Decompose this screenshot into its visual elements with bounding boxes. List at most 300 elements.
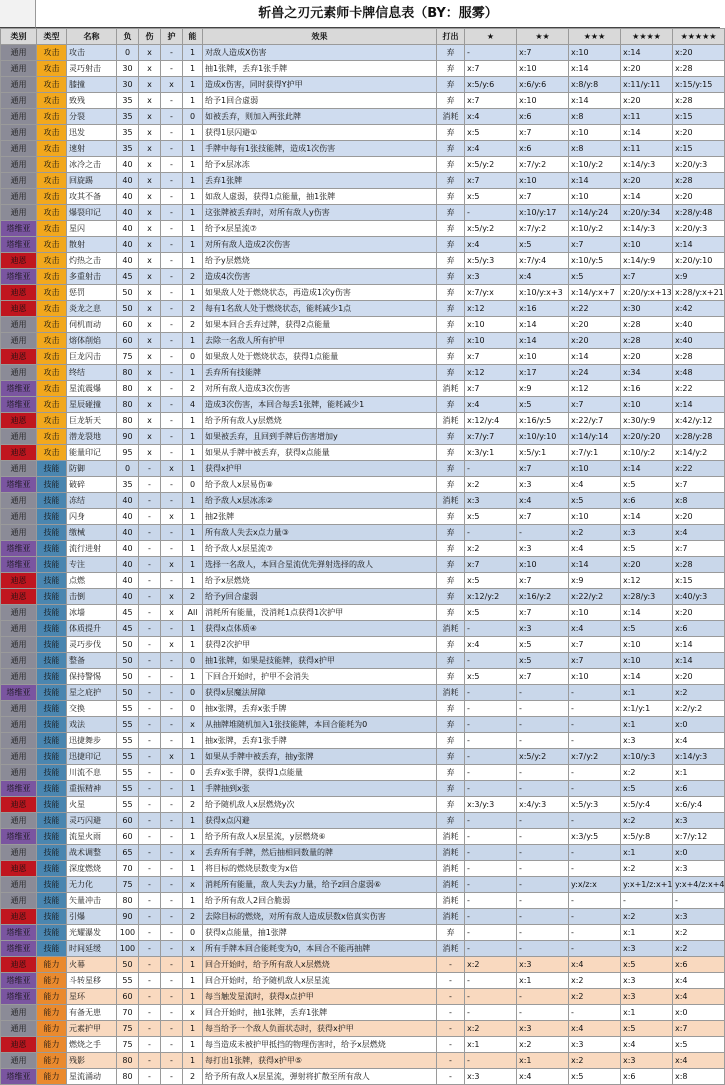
cell-effect: 对所有敌人造成3次伤害 xyxy=(203,381,437,397)
cell-effect: 给予y层燃烧 xyxy=(203,253,437,269)
table-row[interactable] xyxy=(1,1069,725,1085)
cell-energy: 2 xyxy=(183,797,203,813)
cell-armor: - xyxy=(161,925,183,941)
cell-cost: 90 xyxy=(117,909,139,925)
table-row[interactable] xyxy=(1,413,725,429)
table-row[interactable] xyxy=(1,893,725,909)
cell-damage: x xyxy=(139,429,161,445)
table-row[interactable] xyxy=(1,93,725,109)
table-row[interactable] xyxy=(1,509,725,525)
table-row[interactable] xyxy=(1,877,725,893)
table-row[interactable] xyxy=(1,1053,725,1069)
cell-star1: - xyxy=(465,621,517,637)
cell-star5: x:40/y:3 xyxy=(673,589,725,605)
cell-star2: x:7/y:4 xyxy=(517,253,569,269)
cell-type: 能力 xyxy=(37,1021,67,1037)
cell-type: 技能 xyxy=(37,797,67,813)
cell-name: 灵巧步伐 xyxy=(67,637,117,653)
table-row[interactable] xyxy=(1,141,725,157)
cell-damage: x xyxy=(139,221,161,237)
cell-star5: x:42 xyxy=(673,301,725,317)
cell-star5: x:28 xyxy=(673,349,725,365)
cell-play: 弃 xyxy=(437,429,465,445)
cell-armor: - xyxy=(161,349,183,365)
table-row[interactable] xyxy=(1,477,725,493)
cell-name: 有备无患 xyxy=(67,1005,117,1021)
cell-type: 攻击 xyxy=(37,125,67,141)
cell-class: 塔维亚 xyxy=(1,397,37,413)
table-row[interactable] xyxy=(1,909,725,925)
cell-name: 保持警惕 xyxy=(67,669,117,685)
cell-star2: x:10/y:x+3 xyxy=(517,285,569,301)
cell-armor: - xyxy=(161,1021,183,1037)
cell-star4: x:5 xyxy=(621,957,673,973)
table-row[interactable] xyxy=(1,429,725,445)
cell-type: 技能 xyxy=(37,685,67,701)
cell-energy: 0 xyxy=(183,349,203,365)
cell-play: 弃 xyxy=(437,189,465,205)
cell-armor: - xyxy=(161,621,183,637)
cell-play: 弃 xyxy=(437,285,465,301)
cell-damage: - xyxy=(139,733,161,749)
header-type[interactable]: 类型 xyxy=(37,29,67,45)
cell-star2: x:14 xyxy=(517,317,569,333)
cell-star3: x:4 xyxy=(569,477,621,493)
cell-star2: x:5 xyxy=(517,653,569,669)
table-row[interactable] xyxy=(1,733,725,749)
cell-class: 塔维亚 xyxy=(1,541,37,557)
cell-energy: 1 xyxy=(183,333,203,349)
cell-star4: x:16 xyxy=(621,381,673,397)
cell-star3: x:14/y:14 xyxy=(569,429,621,445)
cell-play: 弃 xyxy=(437,509,465,525)
table-row[interactable] xyxy=(1,349,725,365)
sheet-corner xyxy=(0,0,36,28)
cell-name: 灵巧闪避 xyxy=(67,813,117,829)
cell-star2: x:7 xyxy=(517,125,569,141)
table-row[interactable] xyxy=(1,221,725,237)
cell-damage: x xyxy=(139,349,161,365)
cell-cost: 70 xyxy=(117,861,139,877)
cell-star5: x:6 xyxy=(673,621,725,637)
cell-armor: - xyxy=(161,525,183,541)
cell-cost: 40 xyxy=(117,157,139,173)
cell-star5: x:3 xyxy=(673,813,725,829)
table-row[interactable] xyxy=(1,749,725,765)
cell-cost: 40 xyxy=(117,509,139,525)
header-star1[interactable]: ★ xyxy=(465,29,517,45)
table-row[interactable] xyxy=(1,925,725,941)
cell-star1: - xyxy=(465,861,517,877)
cell-armor: - xyxy=(161,429,183,445)
cell-cost: 60 xyxy=(117,813,139,829)
cell-energy: 1 xyxy=(183,1037,203,1053)
cell-energy: 2 xyxy=(183,317,203,333)
table-row[interactable] xyxy=(1,957,725,973)
cell-name: 光耀瀑发 xyxy=(67,925,117,941)
table-row[interactable] xyxy=(1,765,725,781)
table-row[interactable] xyxy=(1,701,725,717)
cell-star3: y:x/z:x xyxy=(569,877,621,893)
cell-star2: x:5 xyxy=(517,637,569,653)
cell-name: 攻击 xyxy=(67,45,117,61)
cell-class: 迪恩 xyxy=(1,797,37,813)
table-row[interactable] xyxy=(1,605,725,621)
cell-effect: 如被丢弃，则加入两张此牌 xyxy=(203,109,437,125)
cell-star4: x:3 xyxy=(621,973,673,989)
header-cost[interactable]: 负 xyxy=(117,29,139,45)
table-row[interactable] xyxy=(1,381,725,397)
cell-class: 通用 xyxy=(1,141,37,157)
table-row[interactable] xyxy=(1,573,725,589)
table-row[interactable] xyxy=(1,205,725,221)
cell-star1: x:12 xyxy=(465,301,517,317)
cell-star4: x:20/y:x+13 xyxy=(621,285,673,301)
cell-cost: 55 xyxy=(117,797,139,813)
cell-armor: - xyxy=(161,301,183,317)
cell-star4: x:20 xyxy=(621,349,673,365)
cell-name: 整备 xyxy=(67,653,117,669)
cell-type: 技能 xyxy=(37,941,67,957)
cell-star1: - xyxy=(465,461,517,477)
table-row[interactable] xyxy=(1,637,725,653)
cell-class: 塔维亚 xyxy=(1,685,37,701)
cell-star4: - xyxy=(621,893,673,909)
header-star5[interactable]: ★★★★★ xyxy=(673,29,725,45)
cell-name: 无力化 xyxy=(67,877,117,893)
cell-type: 技能 xyxy=(37,621,67,637)
cell-name: 星辰碰撞 xyxy=(67,397,117,413)
table-row[interactable] xyxy=(1,77,725,93)
cell-class: 塔维亚 xyxy=(1,925,37,941)
cell-effect: 获得x点闪避 xyxy=(203,813,437,829)
cell-effect: 造成4次伤害 xyxy=(203,269,437,285)
header-star2[interactable]: ★★ xyxy=(517,29,569,45)
cell-star1: x:5/y:3 xyxy=(465,253,517,269)
table-row[interactable] xyxy=(1,669,725,685)
cell-type: 攻击 xyxy=(37,45,67,61)
cell-name: 破碎 xyxy=(67,477,117,493)
cell-star3: x:10 xyxy=(569,125,621,141)
cell-energy: x xyxy=(183,1005,203,1021)
cell-energy: 1 xyxy=(183,621,203,637)
cell-energy: 1 xyxy=(183,253,203,269)
cell-star1: x:3/y:1 xyxy=(465,445,517,461)
table-row[interactable] xyxy=(1,589,725,605)
cell-name: 爆裂印记 xyxy=(67,205,117,221)
cell-armor: - xyxy=(161,1037,183,1053)
cell-armor: - xyxy=(161,1069,183,1085)
cell-star5: x:8 xyxy=(673,1069,725,1085)
cell-star1: x:3 xyxy=(465,269,517,285)
table-row[interactable] xyxy=(1,189,725,205)
cell-play: 弃 xyxy=(437,637,465,653)
cell-damage: - xyxy=(139,605,161,621)
cell-play: 消耗 xyxy=(437,893,465,909)
cell-cost: 35 xyxy=(117,93,139,109)
cell-star2: x:10/y:17 xyxy=(517,205,569,221)
cell-play: 弃 xyxy=(437,45,465,61)
table-row[interactable] xyxy=(1,301,725,317)
table-row[interactable] xyxy=(1,157,725,173)
cell-damage: x xyxy=(139,301,161,317)
cell-star5: x:9 xyxy=(673,269,725,285)
cell-name: 巨龙闪击 xyxy=(67,349,117,365)
cell-play: 消耗 xyxy=(437,941,465,957)
cell-name: 膝撞 xyxy=(67,77,117,93)
table-row[interactable] xyxy=(1,973,725,989)
cell-damage: - xyxy=(139,685,161,701)
cell-play: - xyxy=(437,973,465,989)
cell-cost: 55 xyxy=(117,717,139,733)
cell-armor: - xyxy=(161,477,183,493)
cell-star4: x:20/y:20 xyxy=(621,429,673,445)
table-row[interactable] xyxy=(1,989,725,1005)
cell-energy: 1 xyxy=(183,461,203,477)
table-row[interactable] xyxy=(1,1005,725,1021)
table-row[interactable] xyxy=(1,525,725,541)
cell-star4: x:10 xyxy=(621,637,673,653)
cell-play: 弃 xyxy=(437,253,465,269)
table-row[interactable] xyxy=(1,445,725,461)
cell-star5: x:20 xyxy=(673,45,725,61)
table-row[interactable] xyxy=(1,717,725,733)
cell-type: 能力 xyxy=(37,1005,67,1021)
cell-effect: 给予敌人x层星流⑦ xyxy=(203,541,437,557)
cell-class: 通用 xyxy=(1,765,37,781)
cell-star4: x:28 xyxy=(621,333,673,349)
cell-cost: 50 xyxy=(117,653,139,669)
cell-name: 残影 xyxy=(67,1053,117,1069)
cell-star3: - xyxy=(569,845,621,861)
cell-star3: x:4 xyxy=(569,957,621,973)
header-damage[interactable]: 伤 xyxy=(139,29,161,45)
cell-star1: - xyxy=(465,525,517,541)
cell-star2: x:6 xyxy=(517,109,569,125)
cell-damage: x xyxy=(139,157,161,173)
table-row[interactable] xyxy=(1,109,725,125)
table-row[interactable] xyxy=(1,253,725,269)
cell-star1: - xyxy=(465,973,517,989)
cell-effect: 所有手牌本回合能耗变为0，本回合不能再抽牌 xyxy=(203,941,437,957)
cell-star1: x:4 xyxy=(465,637,517,653)
table-row[interactable] xyxy=(1,557,725,573)
cell-star3: x:12 xyxy=(569,381,621,397)
cell-star5: x:2 xyxy=(673,941,725,957)
cell-armor: - xyxy=(161,173,183,189)
table-row[interactable] xyxy=(1,541,725,557)
cell-damage: x xyxy=(139,93,161,109)
cell-star3: x:22/y:2 xyxy=(569,589,621,605)
header-play[interactable]: 打出 xyxy=(437,29,465,45)
cell-energy: 1 xyxy=(183,445,203,461)
cell-star5: x:15 xyxy=(673,141,725,157)
cell-star3: x:7 xyxy=(569,653,621,669)
cell-energy: 1 xyxy=(183,93,203,109)
cell-cost: 35 xyxy=(117,109,139,125)
cell-effect: 从抽牌堆随机加入1张技能牌，本回合能耗为0 xyxy=(203,717,437,733)
cell-star4: x:28/y:3 xyxy=(621,589,673,605)
cell-name: 多重射击 xyxy=(67,269,117,285)
cell-damage: - xyxy=(139,653,161,669)
cell-cost: 40 xyxy=(117,493,139,509)
cell-play: 弃 xyxy=(437,317,465,333)
cell-star4: x:5/y:8 xyxy=(621,829,673,845)
header-class[interactable]: 类别 xyxy=(1,29,37,45)
cell-armor: - xyxy=(161,493,183,509)
cell-star3: x:22/y:7 xyxy=(569,413,621,429)
cell-star2: - xyxy=(517,717,569,733)
table-row[interactable] xyxy=(1,829,725,845)
cell-type: 攻击 xyxy=(37,157,67,173)
cell-energy: x xyxy=(183,717,203,733)
cell-armor: - xyxy=(161,669,183,685)
header-name[interactable]: 名称 xyxy=(67,29,117,45)
header-star3[interactable]: ★★★ xyxy=(569,29,621,45)
table-row[interactable] xyxy=(1,317,725,333)
cell-class: 塔维亚 xyxy=(1,477,37,493)
cell-effect: 给予所有敌人x层星流，弹射将扩散至所有敌人 xyxy=(203,1069,437,1085)
cell-type: 技能 xyxy=(37,509,67,525)
header-row xyxy=(1,29,725,45)
cell-play: 弃 xyxy=(437,93,465,109)
cell-armor: - xyxy=(161,813,183,829)
table-row[interactable] xyxy=(1,173,725,189)
cell-star1: - xyxy=(465,1005,517,1021)
table-row[interactable] xyxy=(1,461,725,477)
cell-type: 技能 xyxy=(37,541,67,557)
cell-armor: x xyxy=(161,637,183,653)
cell-type: 攻击 xyxy=(37,93,67,109)
cell-name: 体质提升 xyxy=(67,621,117,637)
cell-energy: 1 xyxy=(183,1021,203,1037)
cell-armor: - xyxy=(161,877,183,893)
table-row[interactable] xyxy=(1,1037,725,1053)
cell-star5: x:28/y:x+21 xyxy=(673,285,725,301)
cell-star1: - xyxy=(465,749,517,765)
table-row[interactable] xyxy=(1,813,725,829)
cell-star3: x:10 xyxy=(569,605,621,621)
table-row[interactable] xyxy=(1,45,725,61)
cell-star2: x:16/y:5 xyxy=(517,413,569,429)
table-row[interactable] xyxy=(1,781,725,797)
cell-star2: - xyxy=(517,701,569,717)
table-row[interactable] xyxy=(1,941,725,957)
table-row[interactable] xyxy=(1,237,725,253)
cell-type: 攻击 xyxy=(37,269,67,285)
cell-star4: x:10/y:2 xyxy=(621,445,673,461)
cell-star5: x:22 xyxy=(673,381,725,397)
header-armor[interactable]: 护 xyxy=(161,29,183,45)
cell-name: 炎龙之息 xyxy=(67,301,117,317)
cell-star2: x:7 xyxy=(517,669,569,685)
cell-star1: - xyxy=(465,925,517,941)
cell-effect: 下回合开始时，护甲不会消失 xyxy=(203,669,437,685)
table-row[interactable] xyxy=(1,365,725,381)
table-row[interactable] xyxy=(1,1021,725,1037)
cell-class: 迪恩 xyxy=(1,589,37,605)
header-effect[interactable]: 效果 xyxy=(203,29,437,45)
cell-type: 攻击 xyxy=(37,61,67,77)
cell-star1: x:3 xyxy=(465,1069,517,1085)
cell-star5: x:7 xyxy=(673,477,725,493)
cell-star2: x:10 xyxy=(517,349,569,365)
cell-class: 通用 xyxy=(1,45,37,61)
header-star4[interactable]: ★★★★ xyxy=(621,29,673,45)
cell-type: 攻击 xyxy=(37,253,67,269)
cell-star4: x:10 xyxy=(621,237,673,253)
cell-star5: x:20 xyxy=(673,605,725,621)
table-row[interactable] xyxy=(1,685,725,701)
header-energy[interactable]: 能 xyxy=(183,29,203,45)
table-row[interactable] xyxy=(1,125,725,141)
cell-energy: 1 xyxy=(183,413,203,429)
cell-star2: - xyxy=(517,525,569,541)
cell-cost: 0 xyxy=(117,461,139,477)
cell-class: 通用 xyxy=(1,1021,37,1037)
cell-energy: 1 xyxy=(183,125,203,141)
table-row[interactable] xyxy=(1,861,725,877)
cell-star2: x:6/y:6 xyxy=(517,77,569,93)
table-row[interactable] xyxy=(1,797,725,813)
cell-class: 塔维亚 xyxy=(1,237,37,253)
table-row[interactable] xyxy=(1,621,725,637)
cell-star3: x:5 xyxy=(569,269,621,285)
table-row[interactable] xyxy=(1,653,725,669)
cell-type: 攻击 xyxy=(37,221,67,237)
table-row[interactable] xyxy=(1,61,725,77)
table-row[interactable] xyxy=(1,285,725,301)
cell-effect: 给予x层冰冻 xyxy=(203,157,437,173)
table-row[interactable] xyxy=(1,269,725,285)
cell-play: 弃 xyxy=(437,557,465,573)
cell-type: 能力 xyxy=(37,1069,67,1085)
cell-energy: 1 xyxy=(183,429,203,445)
cell-effect: 给予1回合虚弱 xyxy=(203,93,437,109)
cell-energy: 1 xyxy=(183,45,203,61)
cell-class: 通用 xyxy=(1,429,37,445)
cell-damage: x xyxy=(139,285,161,301)
cell-effect: 如果敌人处于燃烧状态，获得1点能量 xyxy=(203,349,437,365)
table-row[interactable] xyxy=(1,333,725,349)
cell-energy: 2 xyxy=(183,301,203,317)
cell-star5: x:6 xyxy=(673,957,725,973)
cell-energy: x xyxy=(183,845,203,861)
table-row[interactable] xyxy=(1,397,725,413)
cell-damage: - xyxy=(139,797,161,813)
cell-star2: x:1 xyxy=(517,973,569,989)
cell-effect: 获得x护甲 xyxy=(203,461,437,477)
cell-damage: x xyxy=(139,61,161,77)
cell-star1: - xyxy=(465,653,517,669)
table-row[interactable] xyxy=(1,493,725,509)
cell-star3: - xyxy=(569,909,621,925)
cell-type: 技能 xyxy=(37,637,67,653)
cell-cost: 40 xyxy=(117,221,139,237)
cell-class: 通用 xyxy=(1,125,37,141)
cell-class: 通用 xyxy=(1,525,37,541)
cell-effect: 丢弃所有手牌，然后抽相同数量的牌 xyxy=(203,845,437,861)
cell-star3: x:14 xyxy=(569,557,621,573)
cell-cost: 40 xyxy=(117,541,139,557)
cell-type: 攻击 xyxy=(37,381,67,397)
cell-energy: 0 xyxy=(183,477,203,493)
cell-name: 斗转星移 xyxy=(67,973,117,989)
cell-cost: 35 xyxy=(117,125,139,141)
cell-damage: x xyxy=(139,45,161,61)
cell-star4: x:2 xyxy=(621,909,673,925)
table-row[interactable] xyxy=(1,845,725,861)
